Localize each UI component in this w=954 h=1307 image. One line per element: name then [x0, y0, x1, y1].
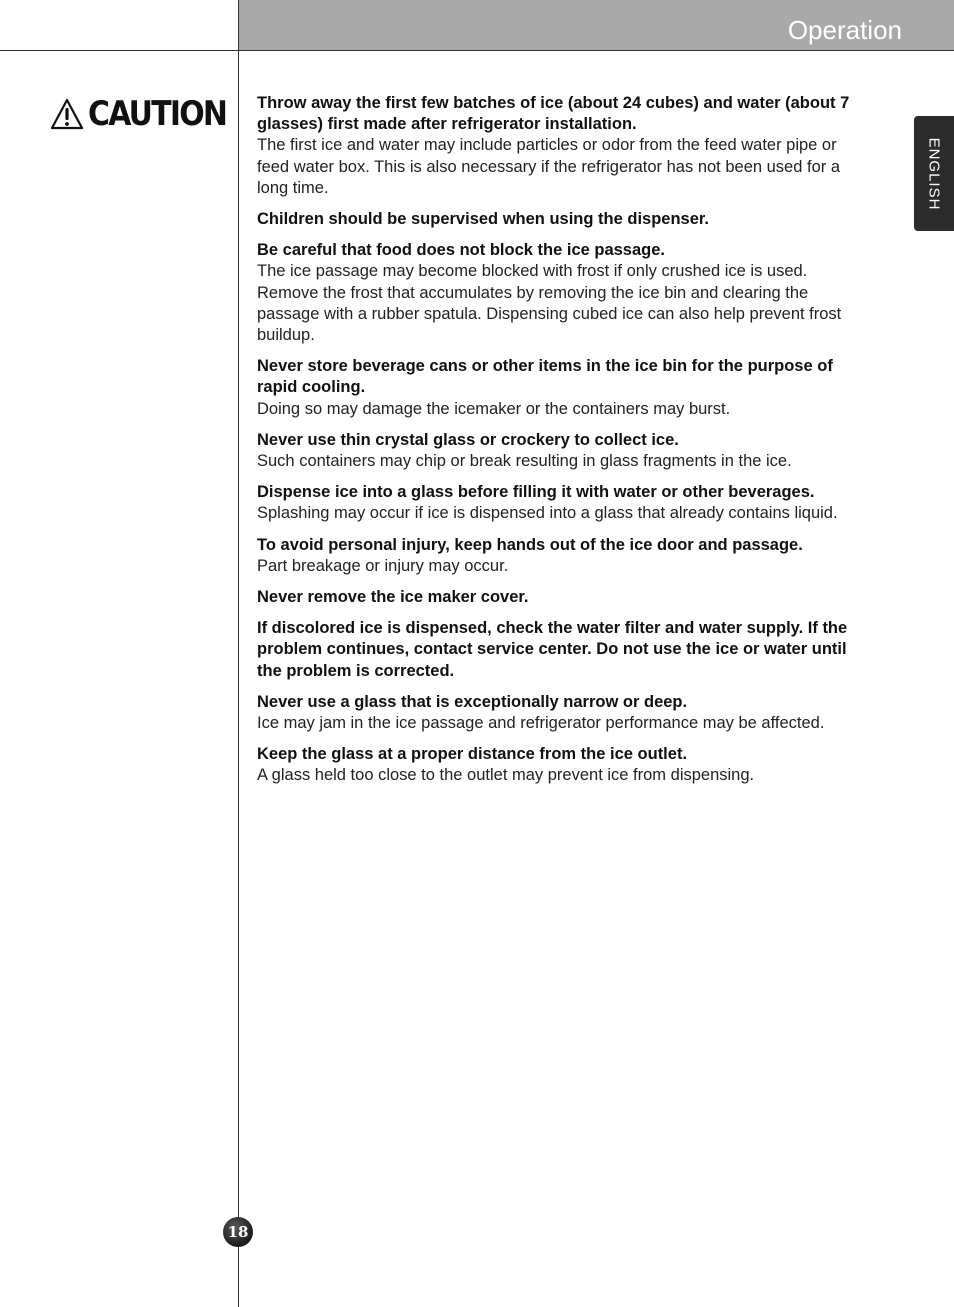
caution-item — [257, 692, 871, 734]
item-body: The first ice and water may include particles or odor from the feed water pipe or feed water box. This is also necessary if the refrigerator has not been used for a long time. — [257, 136, 841, 197]
caution-list — [257, 93, 871, 797]
caution-item — [257, 430, 871, 472]
item-heading: If discolored ice is dispensed, check the water filter and water supply. If the problem continues, contact service center. Do not use the ice or water until the problem is corrected. — [257, 619, 848, 680]
caution-item — [257, 209, 871, 230]
page-number: 18 — [223, 1217, 253, 1247]
item-body: A glass held too close to the outlet may prevent ice from dispensing. — [257, 766, 755, 785]
caution-label: CAUTION — [88, 94, 227, 134]
item-heading: Dispense ice into a glass before filling it with water or other beverages. — [257, 483, 815, 502]
item-heading: Never use a glass that is exceptionally narrow or deep. — [257, 692, 688, 711]
column-divider — [238, 0, 239, 1307]
header-rule — [0, 50, 954, 51]
language-tab — [914, 116, 954, 231]
item-heading: Children should be supervised when using the dispenser. — [257, 210, 710, 229]
item-heading: Keep the glass at a proper distance from the ice outlet. — [257, 745, 688, 764]
item-heading: Be careful that food does not block the ice passage. — [257, 241, 666, 260]
caution-item — [257, 356, 871, 420]
language-tab-label: ENGLISH — [925, 137, 943, 210]
caution-item — [257, 482, 871, 524]
caution-item — [257, 744, 871, 786]
caution-item — [257, 93, 871, 199]
caution-item — [257, 240, 871, 346]
caution-item — [257, 618, 871, 682]
item-heading: To avoid personal injury, keep hands out of the ice door and passage. — [257, 535, 803, 554]
caution-item — [257, 535, 871, 577]
item-heading: Never use thin crystal glass or crockery to collect ice. — [257, 430, 679, 449]
item-body: Splashing may occur if ice is dispensed into a glass that already contains liquid. — [257, 504, 838, 523]
warning-triangle-icon — [50, 98, 84, 130]
item-body: The ice passage may become blocked with frost if only crushed ice is used. Remove the frost that accumulates by removing the ice bin and clearing the passage with a rubber spatula. Dispensing cubed ice can also help prevent frost buildup. — [257, 262, 842, 345]
item-heading: Never remove the ice maker cover. — [257, 588, 529, 607]
header-band — [239, 0, 954, 50]
item-heading: Throw away the first few batches of ice (about 24 cubes) and water (about 7 glasses) first made after refrigerator installation. — [257, 94, 850, 134]
item-body: Ice may jam in the ice passage and refrigerator performance may be affected. — [257, 714, 825, 733]
caution-heading — [50, 94, 245, 134]
item-heading: Never store beverage cans or other items in the ice bin for the purpose of rapid cooling. — [257, 357, 833, 397]
section-title: Operation — [787, 15, 902, 45]
item-body: Doing so may damage the icemaker or the containers may burst. — [257, 399, 731, 418]
item-body: Part breakage or injury may occur. — [257, 556, 509, 575]
caution-item — [257, 587, 871, 608]
item-body: Such containers may chip or break resulting in glass fragments in the ice. — [257, 452, 792, 471]
